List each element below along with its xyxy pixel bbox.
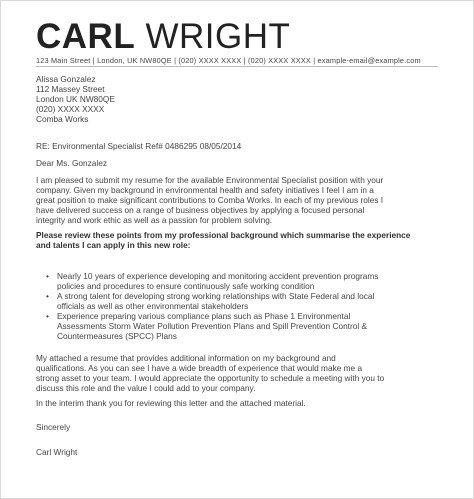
bullet-line: Assessments Storm Water Pollution Prevention Plans and Spill Prevention Control & (57, 321, 368, 331)
bullet-icon: • (46, 311, 49, 321)
bullet-icon: • (46, 291, 49, 301)
bullet-line: A strong talent for developing strong working relationships with State Federal and local (57, 291, 375, 301)
bullet-item (43, 271, 443, 291)
signoff-text: Sincerely (36, 422, 71, 432)
signoff (36, 422, 441, 432)
recipient-address (36, 74, 441, 124)
intro-bold (36, 230, 441, 250)
paragraph-line: My attached a resume that provides additional information on my background and (36, 353, 336, 363)
paragraph-2 (36, 353, 441, 393)
intro-line: and talents I can apply in this new role: (36, 240, 191, 250)
salutation-text: Dear Ms. Gonzalez (36, 158, 108, 168)
bullet-line: officials as well as other environmental stakeholders (57, 301, 249, 311)
recipient-line: Alissa Gonzalez (36, 74, 96, 84)
reference-text: RE: Environmental Specialist Ref# 0486295 08/05/2014 (36, 141, 242, 151)
sender-last-name: WRIGHT (145, 17, 291, 56)
closing-paragraph (36, 398, 441, 408)
contact-line: 123 Main Street | London, UK NW80QE | (020) XXXX XXXX | (020) XXXX XXXX | example-email@example.com (36, 56, 421, 65)
reference-line (36, 141, 441, 151)
signature (36, 447, 441, 457)
bullet-item (43, 291, 443, 311)
paragraph-line: have delivered success on a range of business objectives by applying a focused personal (36, 205, 365, 215)
salutation (36, 158, 441, 168)
paragraph-line: I am pleased to submit my resume for the available Environmental Specialist position with your (36, 175, 384, 185)
header-divider (36, 66, 438, 67)
bullet-line: Nearly 10 years of experience developing and monitoring accident prevention programs (57, 271, 379, 281)
sender-first-name: CARL (36, 17, 136, 56)
closing-text: In the interim thank you for reviewing this letter and the attached material. (36, 398, 306, 408)
recipient-line: London UK NW80QE (36, 94, 115, 104)
paragraph-1 (36, 175, 441, 225)
paragraph-line: qualifications. As you can see I have a wide breadth of experience that would make me a (36, 363, 363, 373)
bullet-line: Countermeasures (SPCC) Plans (57, 331, 177, 341)
intro-line: Please review these points from my professional background which summarise the experience (36, 230, 411, 240)
signature-name: Carl Wright (36, 447, 78, 457)
paragraph-line: great position to make significant contributions to Comba Works. In each of my previous roles I (36, 195, 384, 205)
paragraph-line: strong asset to your team. I would appreciate the opportunity to schedule a meeting with you to (36, 373, 385, 383)
recipient-line: (020) XXXX XXXX (36, 104, 105, 114)
experience-bullet-list (43, 271, 443, 341)
sender-name-heading (36, 17, 290, 57)
bullet-item (43, 311, 443, 341)
paragraph-line: discuss this role and the value I could add to your company. (36, 383, 256, 393)
recipient-line: Comba Works (36, 114, 89, 124)
bullet-line: policies and procedures to ensure continuously safe working condition (57, 281, 315, 291)
recipient-line: 112 Massey Street (36, 84, 105, 94)
bullet-icon: • (46, 271, 49, 281)
bullet-line: Experience preparing various compliance plans such as Phase 1 Environmental (57, 311, 351, 321)
paragraph-line: integrity and work ethic as well as a passion for problem solving. (36, 215, 273, 225)
paragraph-line: company. Given my background in environmental health and safety initiatives I feel I am in a (36, 185, 374, 195)
